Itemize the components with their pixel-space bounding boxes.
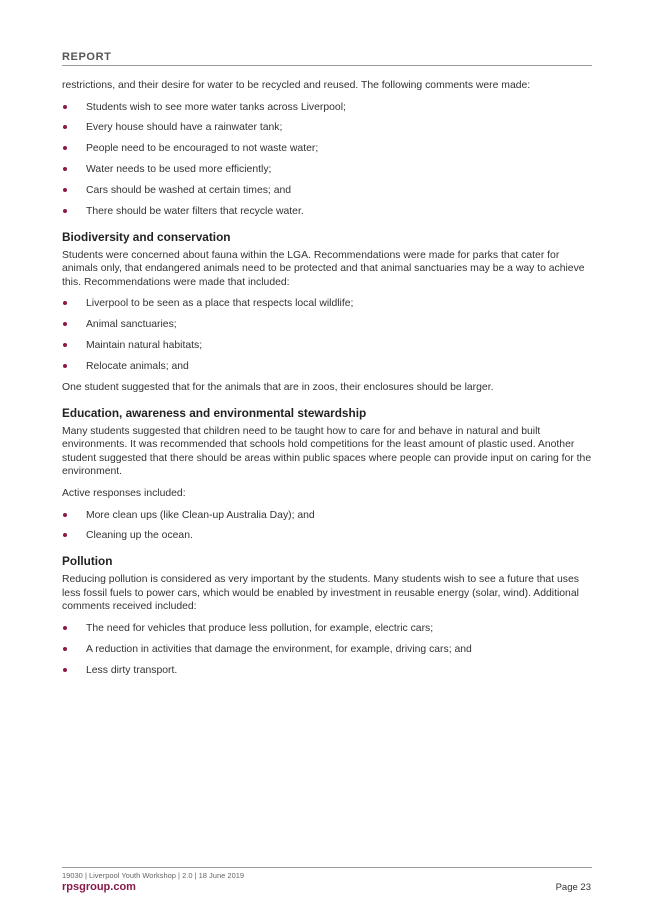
list-item: A reduction in activities that damage the environment, for example, driving cars; and [62, 643, 592, 657]
biodiversity-paragraph: Students were concerned about fauna within the LGA. Recommendations were made for parks that cater for animals only, that endangered animals need to be protected and that animal sanctuaries may be a way to achieve this. Recommendations were made that included: [62, 249, 585, 288]
page-number: Page 23 [555, 882, 591, 893]
list-item: Less dirty transport. [62, 664, 592, 678]
report-header-label: REPORT [62, 51, 112, 63]
footer-document-info: 19030 | Liverpool Youth Workshop | 2.0 | 18 June 2019 [62, 871, 245, 880]
bullet-icon [63, 364, 67, 368]
bullet-icon [63, 626, 67, 630]
list-item: Cars should be washed at certain times; and [62, 184, 592, 198]
biodiversity-closing: One student suggested that for the animals that are in zoos, their enclosures should be larger. [62, 381, 494, 393]
header-divider [62, 65, 592, 66]
bullet-icon [63, 188, 67, 192]
list-item: The need for vehicles that produce less pollution, for example, electric cars; [62, 622, 592, 636]
bullet-icon [63, 668, 67, 672]
bullet-icon [63, 533, 67, 537]
list-item: There should be water filters that recycle water. [62, 205, 592, 219]
bullet-icon [63, 322, 67, 326]
education-list [62, 509, 592, 543]
list-item: Cleaning up the ocean. [62, 529, 592, 543]
bullet-icon [63, 105, 67, 109]
list-item: Animal sanctuaries; [62, 318, 592, 332]
bullet-icon [63, 167, 67, 171]
list-item: Liverpool to be seen as a place that respects local wildlife; [62, 297, 592, 311]
biodiversity-list [62, 297, 592, 373]
footer-brand-link[interactable]: rpsgroup.com [62, 881, 136, 893]
intro-paragraph: restrictions, and their desire for water to be recycled and reused. The following comments were made: [62, 80, 531, 91]
education-heading: Education, awareness and environmental stewardship [62, 405, 367, 420]
pollution-paragraph: Reducing pollution is considered as very important by the students. Many students wish to see a future that uses less fossil fuels to power cars, which would be enabled by investment in reusable energy (solar, wind). Additional comments received included: [62, 574, 579, 613]
list-item: People need to be encouraged to not waste water; [62, 142, 592, 156]
education-paragraph: Many students suggested that children need to be taught how to care for and behave in natural and built environments. It was recommended that schools hold competitions for the least amount of plastic used. Another student suggested that there should be areas within public spaces where people can provide input on caring for the environment. [62, 425, 592, 478]
list-item: Water needs to be used more efficiently; [62, 163, 592, 177]
list-item: Every house should have a rainwater tank; [62, 121, 592, 135]
list-item: Maintain natural habitats; [62, 339, 592, 353]
bullet-icon [63, 146, 67, 150]
biodiversity-heading: Biodiversity and conservation [62, 229, 231, 244]
list-item: More clean ups (like Clean-up Australia Day); and [62, 509, 592, 523]
water-comments-list [62, 101, 592, 219]
bullet-icon [63, 647, 67, 651]
bullet-icon [63, 343, 67, 347]
report-body [62, 79, 592, 685]
list-item: Relocate animals; and [62, 360, 592, 374]
bullet-icon [63, 125, 67, 129]
bullet-icon [63, 513, 67, 517]
education-lead: Active responses included: [62, 487, 186, 499]
bullet-icon [63, 209, 67, 213]
list-item: Students wish to see more water tanks across Liverpool; [62, 101, 592, 115]
pollution-heading: Pollution [62, 554, 113, 569]
footer-divider [62, 867, 592, 868]
bullet-icon [63, 301, 67, 305]
pollution-list [62, 622, 592, 677]
